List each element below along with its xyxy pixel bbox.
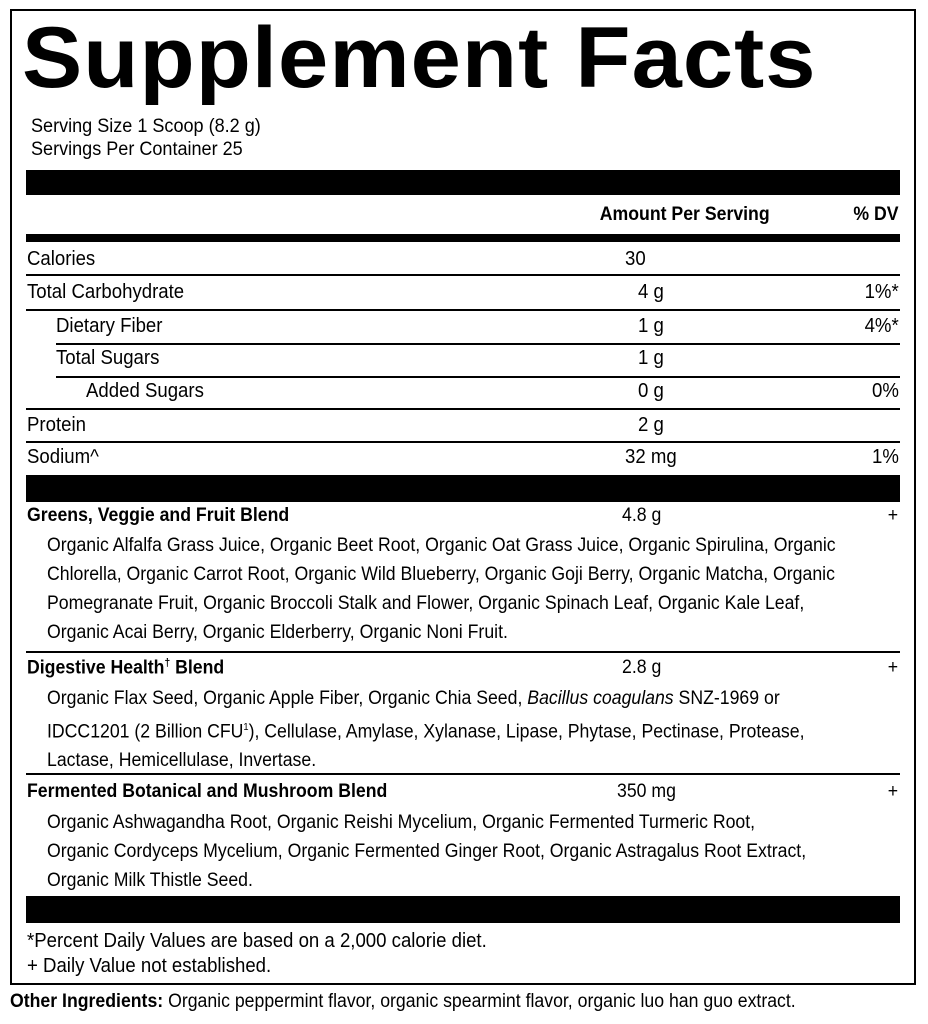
row-divider — [26, 309, 900, 311]
row-divider — [56, 343, 900, 345]
nutrient-dv: 1%* — [864, 281, 899, 303]
blend-ingredients: Organic Flax Seed, Organic Apple Fiber, Organic Chia Seed, Bacillus coagulans SNZ-1969 or IDCC1201 (2 Billion CFU$^1$), Cellulase, Amylase, Xylanase, Lipase, Phytase, Pectinase, Protease, Lactase, Hemicellulase, Invertase. — [47, 688, 805, 772]
nutrient-name: Protein — [27, 414, 86, 436]
nutrient-amount: 1 g — [638, 315, 664, 337]
blend-ingredients: Organic Ashwagandha Root, Organic Reishi Mycelium, Organic Fermented Turmeric Root, Organic Cordyceps Mycelium, Organic Fermented Ginger Root, Organic Astragalus Root Extract, Organic Milk Thistle Seed. — [47, 812, 807, 891]
servings-per-container: Servings Per Container 25 — [31, 139, 243, 160]
nutrient-dv: 0% — [872, 380, 899, 402]
serving-info — [31, 115, 261, 161]
nutrient-amount: 32 mg — [625, 446, 677, 468]
dv-header: % DV — [853, 204, 899, 225]
nutrient-name: Sodium^ — [27, 446, 99, 468]
amount-per-serving-header: Amount Per Serving — [600, 204, 770, 225]
blend-amount: 2.8 g — [622, 657, 662, 678]
nutrient-name: Added Sugars — [86, 380, 204, 402]
nutrient-amount: 30 — [625, 248, 646, 270]
nutrient-amount: 4 g — [638, 281, 664, 303]
blend-amount: 4.8 g — [622, 505, 662, 526]
nutrient-name: Dietary Fiber — [56, 315, 163, 337]
nutrient-name: Total Carbohydrate — [27, 281, 185, 303]
blend-dv: + — [887, 781, 898, 802]
label-title: Supplement Facts — [22, 10, 817, 106]
thick-divider — [26, 475, 900, 502]
row-divider — [26, 408, 900, 410]
nutrient-amount: 2 g — [638, 414, 664, 436]
nutrient-amount: 0 g — [638, 380, 664, 402]
row-divider — [26, 274, 900, 276]
row-divider — [26, 773, 900, 775]
nutrient-dv: 1% — [872, 446, 899, 468]
footnote-plus: + Daily Value not established. — [27, 955, 272, 977]
row-divider — [26, 441, 900, 443]
blend-amount: 350 mg — [617, 781, 676, 802]
serving-size: Serving Size 1 Scoop (8.2 g) — [31, 116, 261, 137]
nutrient-amount: 1 g — [638, 347, 664, 369]
nutrient-dv: 4%* — [864, 315, 899, 337]
thick-divider — [26, 896, 900, 923]
blend-name: Fermented Botanical and Mushroom Blend — [27, 781, 388, 802]
other-ingredients: Other Ingredients: Organic peppermint flavor, organic spearmint flavor, organic luo han guo extract. — [10, 991, 796, 1012]
header-divider — [26, 234, 900, 242]
row-divider — [56, 376, 900, 378]
blend-dv: + — [887, 505, 898, 526]
thick-divider — [26, 170, 900, 195]
row-divider — [26, 651, 900, 653]
nutrient-name: Calories — [27, 248, 96, 270]
blend-name: Digestive Health† Blend — [27, 657, 225, 679]
footnote-dv: *Percent Daily Values are based on a 2,000 calorie diet. — [27, 930, 487, 952]
blend-dv: + — [887, 657, 898, 678]
nutrient-name: Total Sugars — [56, 347, 160, 369]
blend-name: Greens, Veggie and Fruit Blend — [27, 505, 290, 526]
blend-ingredients: Organic Alfalfa Grass Juice, Organic Beet Root, Organic Oat Grass Juice, Organic Spirulina, Organic Chlorella, Organic Carrot Root, Organic Wild Blueberry, Organic Goji Berry, Organic Matcha, Organic Pomegranate Fruit, Organic Broccoli Stalk and Flower, Organic Spinach Leaf, Organic Kale Leaf, Organic Acai Berry, Organic Elderberry, Organic Noni Fruit. — [47, 535, 836, 643]
